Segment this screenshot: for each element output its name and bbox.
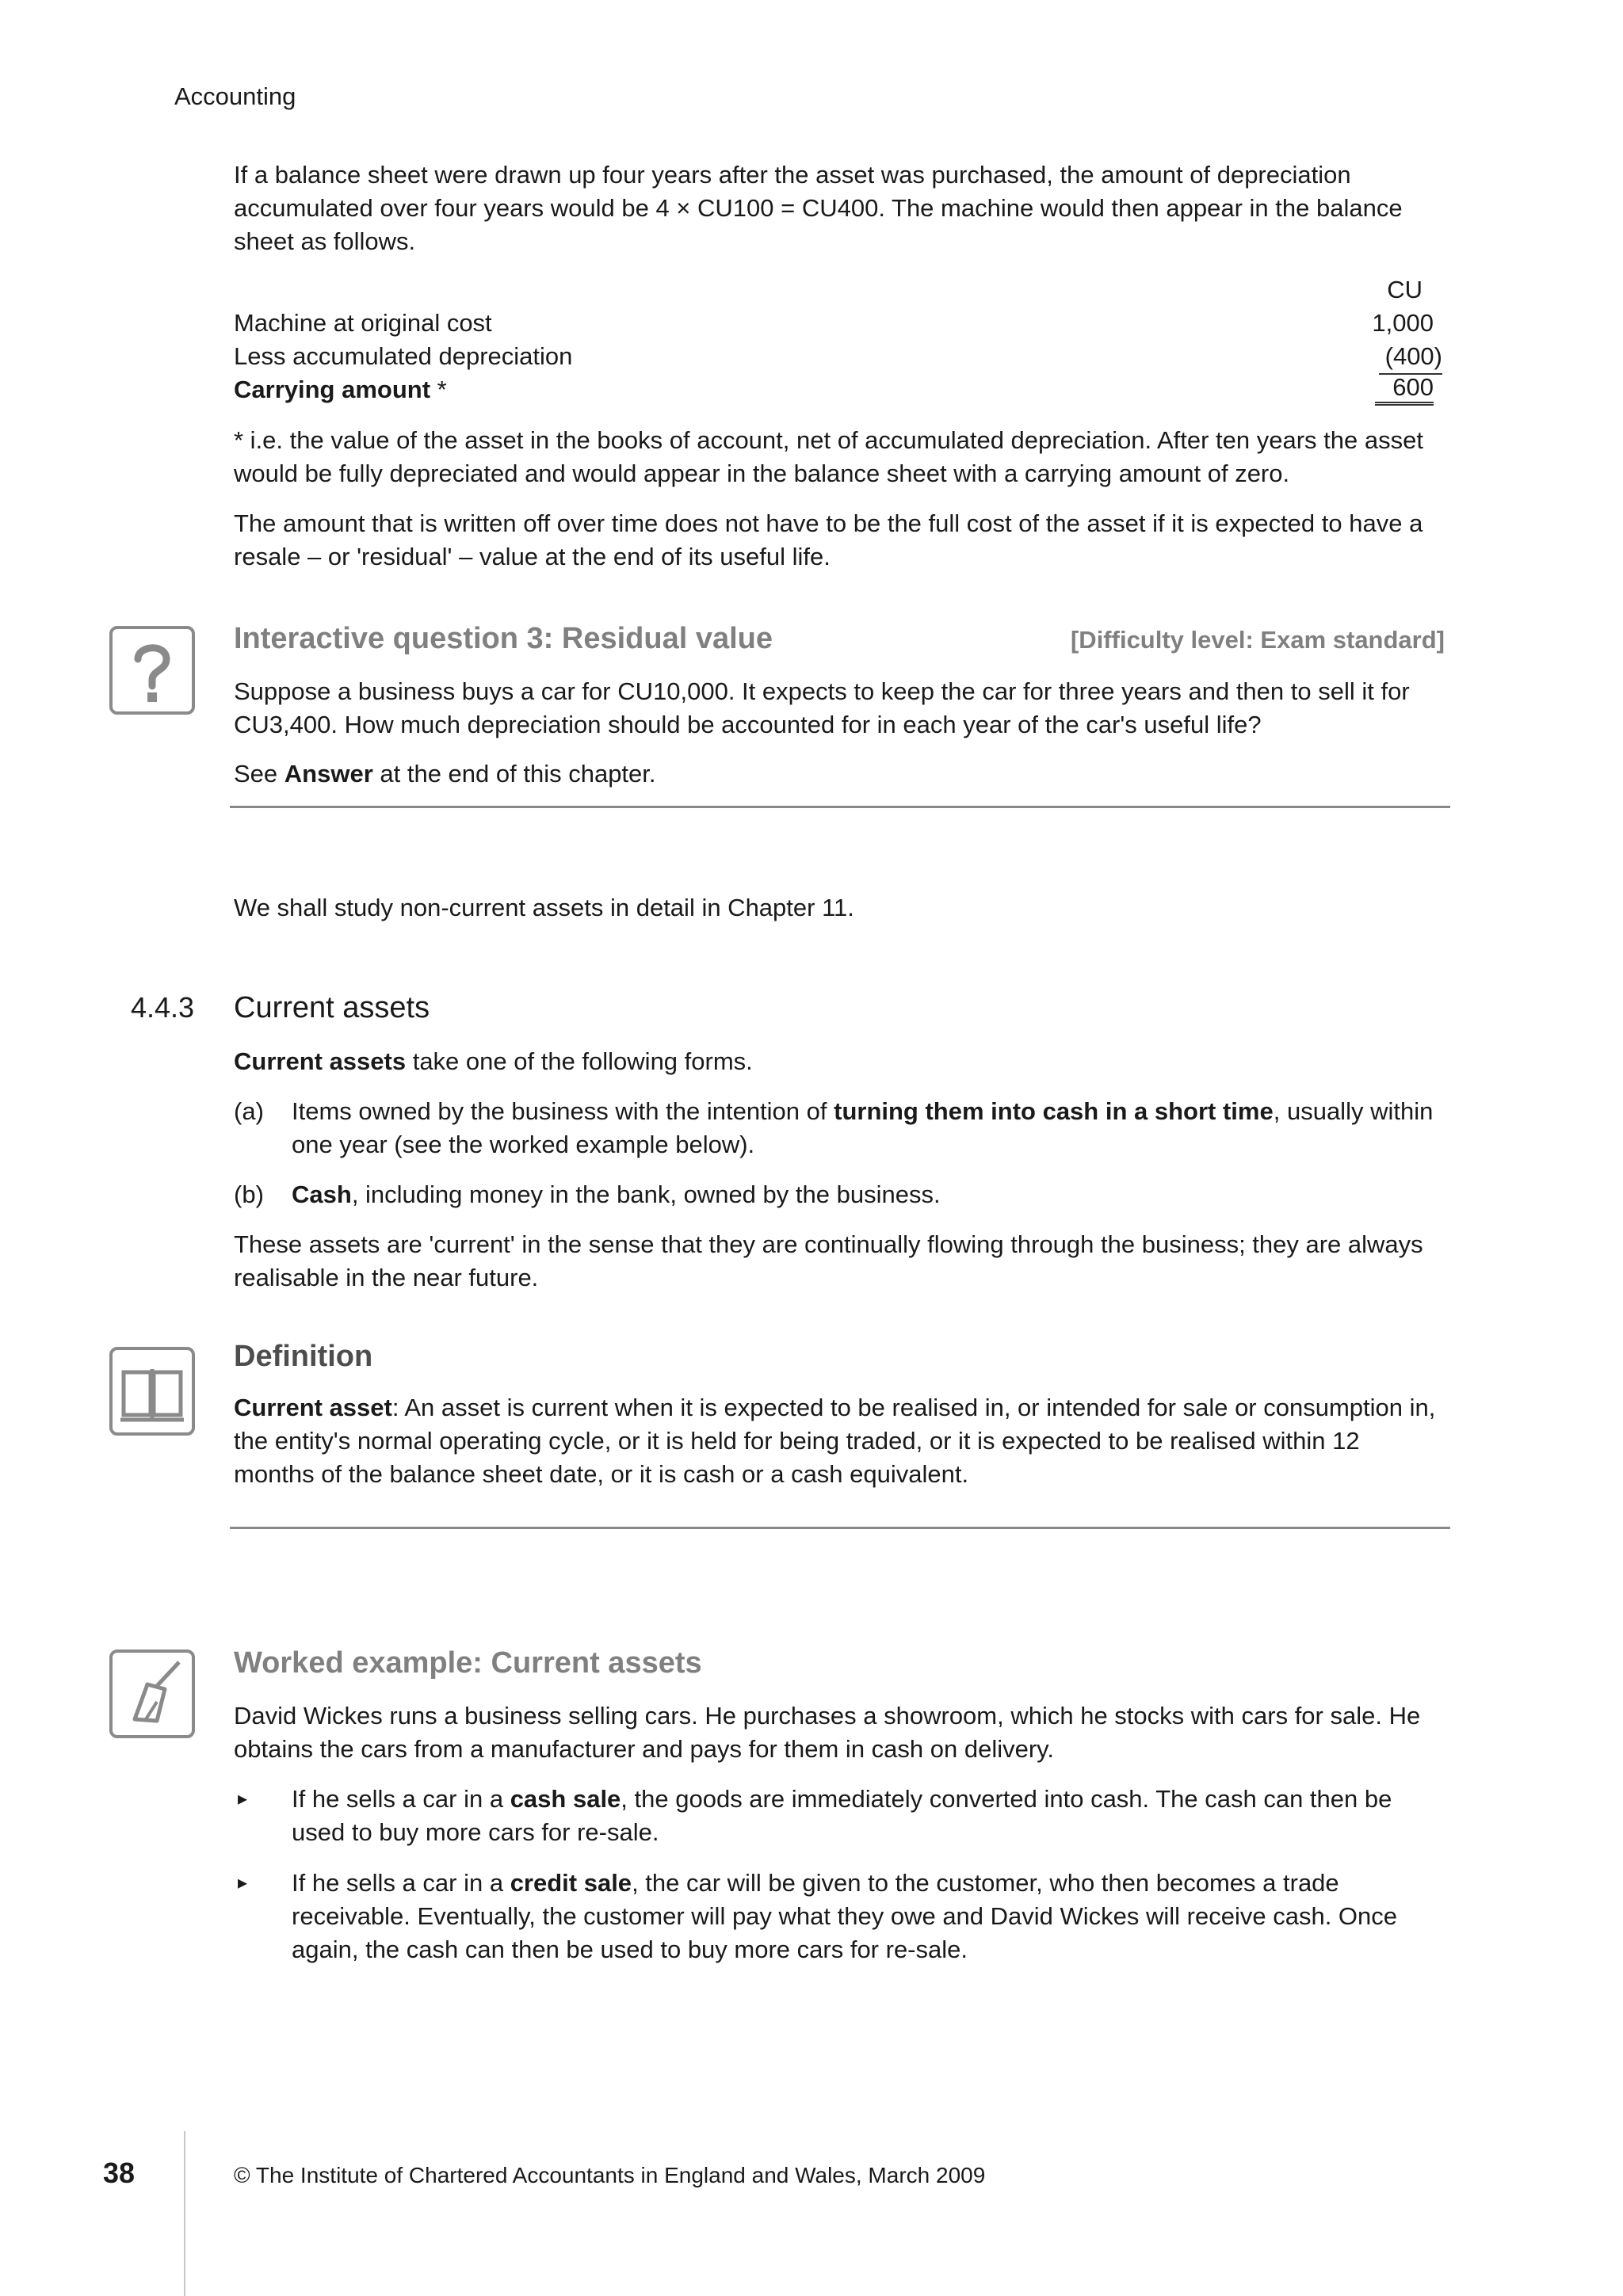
currency-header-row xyxy=(234,273,1438,307)
list-item-post: , usually within one year (see the worked example below). xyxy=(292,1097,1434,1158)
footer-divider xyxy=(184,2131,185,2296)
balance-sheet-extract xyxy=(234,273,1442,406)
page-number: 38 xyxy=(103,2157,136,2189)
section-closing: These assets are 'current' in the sense that they are continually flowing through the business; they are always realisable in the near future. xyxy=(234,1230,1423,1291)
see-suffix: at the end of this chapter. xyxy=(372,760,656,788)
list-item-bold: turning them into cash in a short time xyxy=(834,1097,1274,1125)
bullet-post: , the goods are immediately converted into cash. The cash can then be used to buy more cars for re-sale. xyxy=(292,1785,1392,1846)
table-row xyxy=(234,373,1438,406)
worked-intro: David Wickes runs a business selling cars. He purchases a showroom, which he stocks with cars for sale. He obtains the cars from a manufacturer and pays for them in cash on delivery. xyxy=(234,1702,1421,1763)
row-label xyxy=(234,373,447,406)
iq3-see-answer xyxy=(234,757,1446,791)
list-marker: (b) xyxy=(234,1180,264,1208)
list-marker: (a) xyxy=(234,1097,264,1125)
list-item-pre: Items owned by the business with the intention of xyxy=(292,1097,834,1125)
definition-title: Definition xyxy=(234,1340,373,1373)
list-item xyxy=(292,1178,1445,1211)
worked-example-title: Worked example: Current assets xyxy=(234,1646,702,1680)
currency-header: CU xyxy=(1387,276,1423,303)
section-lead-rest: take one of the following forms. xyxy=(406,1047,753,1075)
footnote: * i.e. the value of the asset in the books of account, net of accumulated depreciation. After ten years the asset would be fully depreciated and would appear in the balance sheet with a carrying amount of zero. xyxy=(234,426,1423,487)
row-label: Less accumulated depreciation xyxy=(234,342,573,370)
table-row xyxy=(234,307,1438,340)
row-value: 1,000 xyxy=(1372,309,1434,337)
answer-link[interactable]: Answer xyxy=(284,760,373,788)
list-item-bold: Cash xyxy=(292,1180,352,1208)
running-head: Accounting xyxy=(174,82,296,110)
bullet-pre: If he sells a car in a xyxy=(292,1785,510,1813)
list-item xyxy=(292,1867,1445,1966)
copyright: © The Institute of Chartered Accountants in England and Wales, March 2009 xyxy=(234,2163,986,2187)
table-row xyxy=(234,340,1442,373)
list-item xyxy=(292,1783,1445,1849)
book-icon xyxy=(109,1347,195,1436)
bullet-post: , the car will be given to the customer, who then becomes a trade receivable. Eventually, the customer will pay what they owe and David Wickes will receive cash. Once again, the cash can then be used to buy more cars for re-sale. xyxy=(292,1869,1398,1963)
row-label: Machine at original cost xyxy=(234,309,492,337)
iq3-title: Interactive question 3: Residual value xyxy=(234,622,773,655)
definition-term: Current asset xyxy=(234,1394,392,1421)
iq3-divider xyxy=(230,806,1450,808)
footnote-marker: * xyxy=(430,376,447,403)
section-lead xyxy=(234,1045,1446,1078)
iq3-body: Suppose a business buys a car for CU10,000. It expects to keep the car for three years and then to sell it for CU3,400. How much depreciation should be accounted for in each year of the car's useful life? xyxy=(234,677,1410,738)
bullet-icon: ▸ xyxy=(238,1788,248,1810)
definition-divider xyxy=(230,1527,1450,1529)
bullet-bold: cash sale xyxy=(510,1785,621,1813)
chapter-note: We shall study non-current assets in detail in Chapter 11. xyxy=(234,894,854,921)
question-icon xyxy=(109,626,195,715)
bullet-pre: If he sells a car in a xyxy=(292,1869,510,1897)
section-lead-bold: Current assets xyxy=(234,1047,407,1075)
row-value-total: 600 xyxy=(1375,373,1434,406)
residual-paragraph: The amount that is written off over time does not have to be the full cost of the asset if it is expected to have a resale – or 'residual' – value at the end of its useful life. xyxy=(234,509,1423,570)
list-item-post: , including money in the bank, owned by the business. xyxy=(351,1180,941,1208)
definition-body: : An asset is current when it is expected to be realised in, or intended for sale or consumption in, the entity's normal operating cycle, or it is held for being traded, or it is expected to be realised within 12 months of the balance sheet date, or it is cash or a cash equivalent. xyxy=(234,1394,1436,1488)
iq3-difficulty: [Difficulty level: Exam standard] xyxy=(1070,626,1445,654)
intro-paragraph: If a balance sheet were drawn up four years after the asset was purchased, the amount of depreciation accumulated over four years would be 4 × CU100 = CU400. The machine would then appear in the balance sheet as follows. xyxy=(234,161,1403,255)
row-value: (400) xyxy=(1379,340,1442,375)
section-title: Current assets xyxy=(234,991,430,1024)
carrying-amount-label: Carrying amount xyxy=(234,376,431,403)
bullet-bold: credit sale xyxy=(510,1869,632,1897)
section-number: 4.4.3 xyxy=(131,991,195,1024)
definition-text xyxy=(234,1391,1446,1491)
pen-icon xyxy=(109,1650,195,1738)
list-item xyxy=(292,1095,1445,1161)
see-prefix: See xyxy=(234,760,285,788)
bullet-icon: ▸ xyxy=(238,1872,248,1894)
